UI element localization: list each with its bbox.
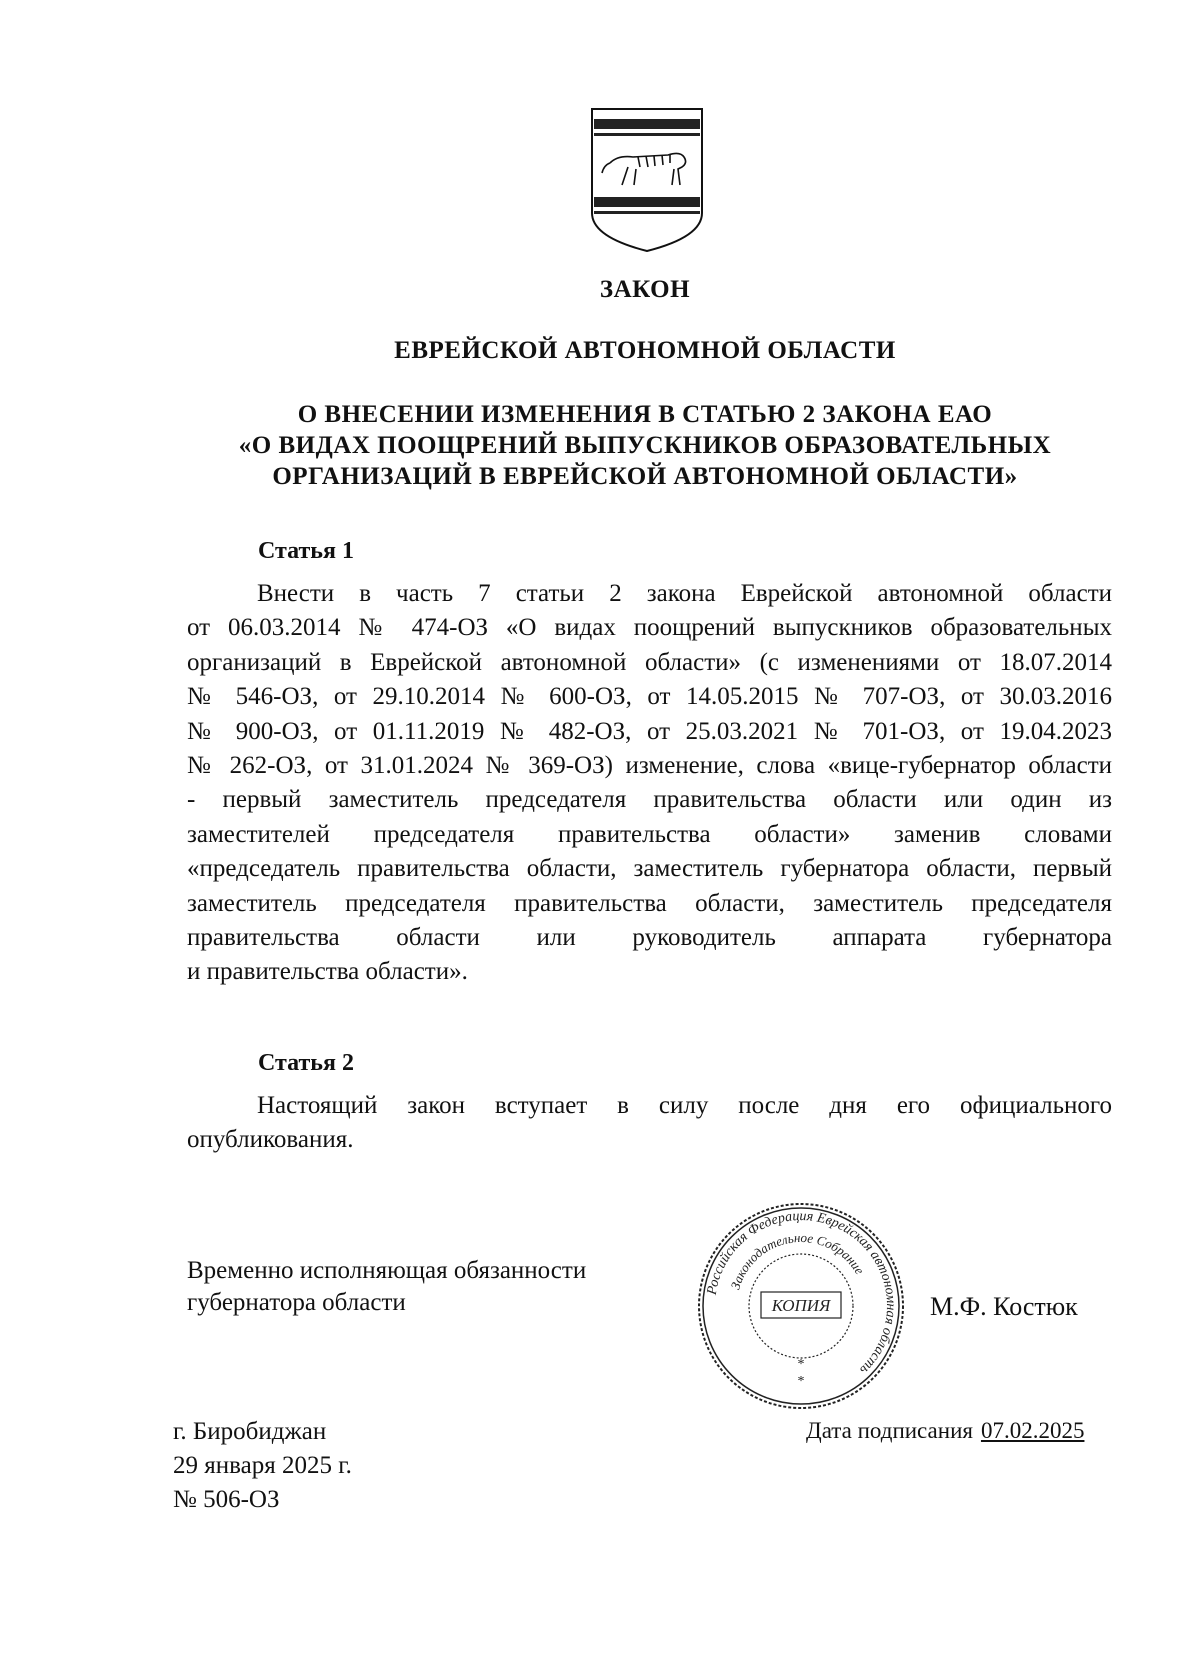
signatory-name: М.Ф. Костюк [930,1292,1078,1321]
article-1-line: правительства области или руководитель аппарата губернатора [187,924,1112,952]
signatory-role-line: губернатора области [187,1289,406,1316]
article-1-line: Внести в часть 7 статьи 2 закона Еврейской автономной области [257,580,1112,607]
article-1-line: № 546-ОЗ, от 29.10.2014 № 600-ОЗ, от 14.05.2015 № 707-ОЗ, от 30.03.2016 [187,683,1112,711]
stamp-star-icon: * [797,1374,805,1389]
article-1-line: от 06.03.2014 № 474-ОЗ «О видах поощрений выпускников образовательных [187,614,1112,642]
article-2-heading: Статья 2 [258,1050,354,1076]
signatory-role [187,1255,586,1319]
article-2-line: Настоящий закон вступает в силу после дня его официального [257,1092,1112,1119]
article-1-line: № 900-ОЗ, от 01.11.2019 № 482-ОЗ, от 25.03.2021 № 701-ОЗ, от 19.04.2023 [187,717,1112,745]
signing-date-label: Дата подписания [806,1418,973,1443]
signatory-role-line: Временно исполняющая обязанности [187,1257,587,1284]
law-number: № 506-ОЗ [173,1486,280,1513]
article-1-line: «председатель правительства области, заместитель губернатора области, первый [187,855,1112,883]
article-1-line: № 262-ОЗ, от 31.01.2024 № 369-ОЗ) изменение, слова «вице-губернатор области [187,752,1112,780]
tiger-coat-of-arms-icon [588,105,706,253]
article-1-line: - первый заместитель председателя правительства области или один из [187,786,1112,814]
signing-date-value: 07.02.2025 [980,1418,1085,1443]
stamp-center-text: КОПИЯ [771,1296,831,1315]
article-1-line: заместителей председателя правительства области» заменив словами [187,820,1112,848]
adoption-date: 29 января 2025 г. [173,1452,352,1479]
region-heading: ЕВРЕЙСКОЙ АВТОНОМНОЙ ОБЛАСТИ [394,337,896,364]
stamp-star-icon: * [797,1357,805,1372]
article-2-text [187,1089,1112,1158]
article-1-line: и правительства области». [187,958,468,986]
article-2-line: опубликования. [187,1126,354,1154]
stamp-outer-text: Российская Федерация Еврейская автономная область [704,1208,899,1378]
city: г. Биробиджан [173,1418,327,1445]
article-1-text [187,577,1112,990]
article-1-heading: Статья 1 [258,538,354,564]
law-heading: ЗАКОН [599,276,691,303]
law-title-line: ОРГАНИЗАЦИЙ В ЕВРЕЙСКОЙ АВТОНОМНОЙ ОБЛАСТИ» [272,463,1018,490]
law-title-line: О ВНЕСЕНИИ ИЗМЕНЕНИЯ В СТАТЬЮ 2 ЗАКОНА ЕАО [297,401,993,428]
place-date-number [173,1415,352,1517]
law-title-line: «О ВИДАХ ПООЩРЕНИЙ ВЫПУСКНИКОВ ОБРАЗОВАТЕЛЬНЫХ [238,432,1052,459]
official-stamp [695,1200,907,1412]
article-1-line: заместитель председателя правительства области, заместитель председателя [187,889,1112,917]
stamp-inner-text: Законодательное Собрание [727,1229,868,1292]
article-1-line: организаций в Еврейской автономной области» (с изменениями от 18.07.2014 [187,648,1112,676]
law-title [0,399,1200,492]
signing-date [806,1418,1084,1444]
